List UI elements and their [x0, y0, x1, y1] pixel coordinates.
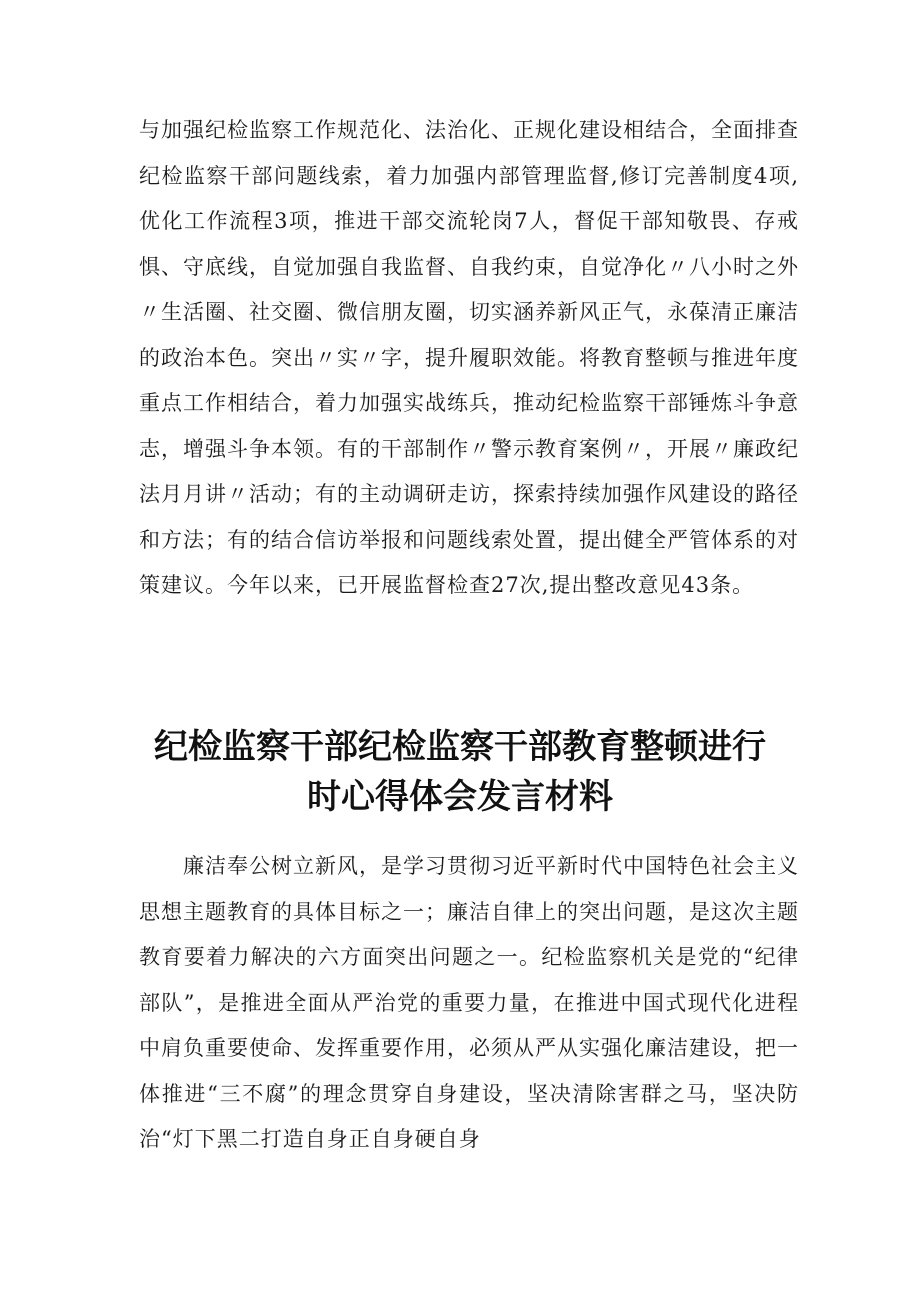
title-line: 时心得体会发言材料 — [307, 777, 613, 817]
title-line: 纪检监察干部纪检监察干部教育整顿进行 — [154, 727, 766, 767]
document-title — [100, 722, 820, 822]
body-paragraph: 廉洁奉公树立新风，是学习贯彻习近平新时代中国特色社会主义思想主题教育的具体目标之一；廉洁自律上的突出问题，是这次主题教育要着力解决的六方面突出问题之一。纪检监察机关是党的“纪律部队”，是推进全面从严治党的重要力量，在推进中国式现代化进程中肩负重要使命、发挥重要作用，必须从严从实强化廉洁建设，把一体推进“三不腐”的理念贯穿自身建设，坚决清除害群之马，坚决防治“灯下黑二打造自身正自身硬自身 — [139, 854, 799, 1151]
body-paragraph: 与加强纪检监察工作规范化、法治化、正规化建设相结合，全面排查纪检监察干部问题线索，着力加强内部管理监督,修订完善制度4项,优化工作流程3项，推进干部交流轮岗7人，督促干部知敬畏、存戒惧、守底线，自觉加强自我监督、自我约束，自觉净化〃八小时之外〃生活圈、社交圈、微信朋友圈，切实涵养新风正气，永葆清正廉洁的政治本色。突出〃实〃字，提升履职效能。将教育整顿与推进年度重点工作相结合，着力加强实战练兵，推动纪检监察干部锤炼斗争意志，增强斗争本领。有的干部制作〃警示教育案例〃，开展〃廉政纪法月月讲〃活动；有的主动调研走访，探索持续加强作风建设的路径和方法；有的结合信访举报和问题线索处置，提出健全严管体系的对策建议。今年以来，已开展监督检查27次,提出整改意见43条。 — [139, 118, 799, 597]
